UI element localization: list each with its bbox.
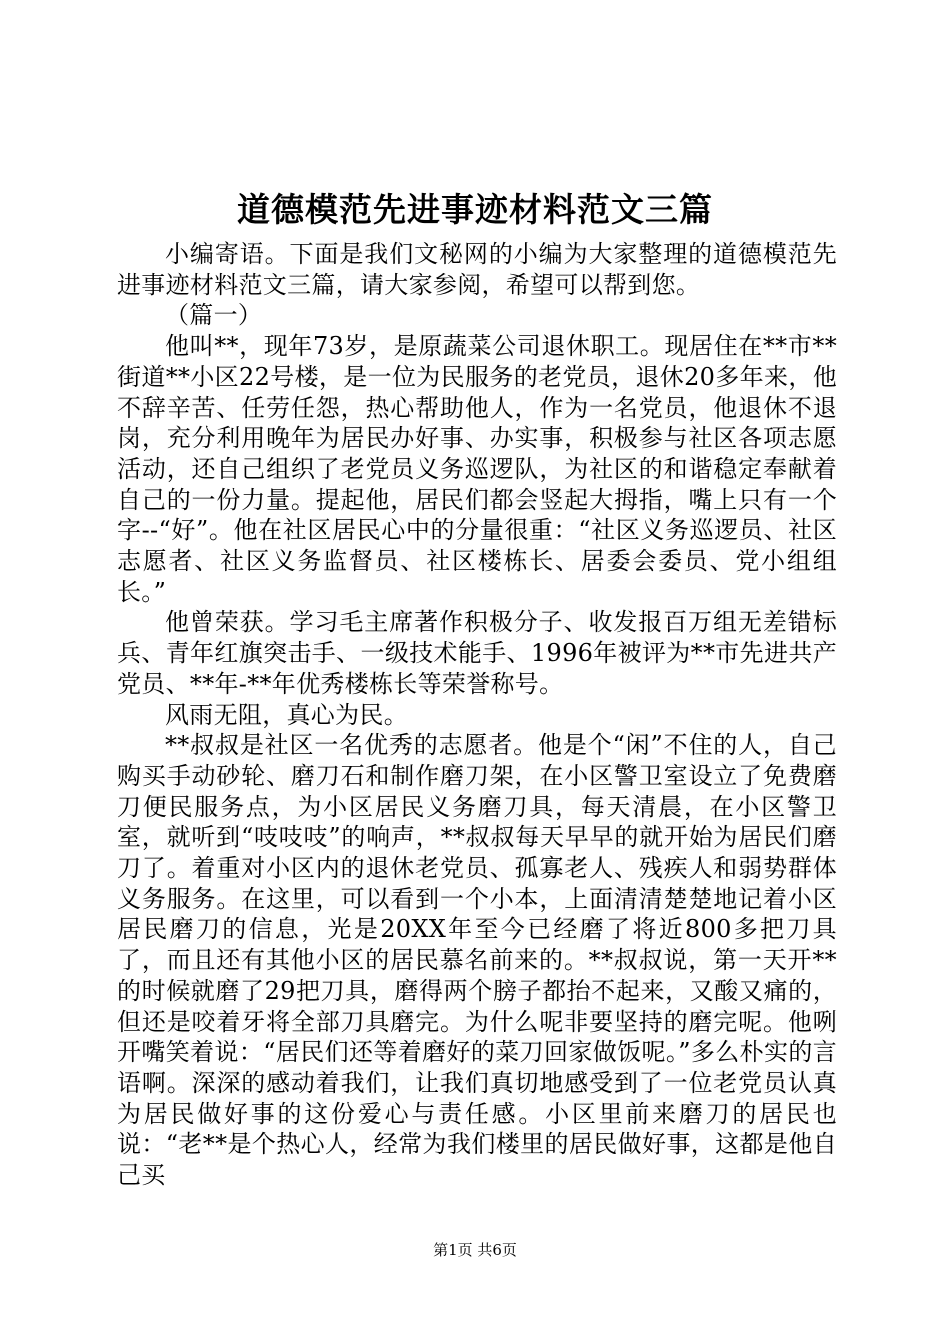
page-number-footer: 第1页 共6页 bbox=[433, 1241, 517, 1259]
paragraph-subheading: 风雨无阻，真心为民。 bbox=[165, 700, 408, 729]
paragraph-volunteer-story: **叔叔是社区一名优秀的志愿者。他是个“闲”不住的人，自己购买手动砂轮、磨刀石和制作磨刀架，在小区警卫室设立了免费磨刀便民服务点，为小区居民义务磨刀具，每天清晨，在小区警卫室，就听到“吱吱吱”的响声，**叔叔每天早早的就开始为居民们磨刀了。着重对小区内的退休老党员、孤寡老人、残疾人和弱势群体义务服务。在这里，可以看到一个小本，上面清清楚楚地记着小区居民磨刀的信息，光是20XX年至今已经磨了将近800多把刀具了，而且还有其他小区的居民慕名前来的。**叔叔说，第一天开**的时候就磨了29把刀具，磨得两个膀子都抬不起来，又酸又痛的，但还是咬着牙将全部刀具磨完。为什么呢非要坚持的磨完呢。他咧开嘴笑着说：“居民们还等着磨好的菜刀回家做饭呢。”多么朴实的言语啊。深深的感动着我们，让我们真切地感受到了一位老党员认真为居民做好事的这份爱心与责任感。小区里前来磨刀的居民也说：“老**是个热心人，经常为我们楼里的居民做好事，这都是他自己买 bbox=[117, 731, 837, 1190]
paragraph-section-heading: （篇一） bbox=[165, 301, 263, 330]
document-title: 道德模范先进事迹材料范文三篇 bbox=[237, 190, 713, 229]
document-body bbox=[117, 239, 837, 1191]
paragraph-profile: 他叫**，现年73岁，是原蔬菜公司退休职工。现居住在**市**街道**小区22号楼，是一位为民服务的老党员，退休20多年来，他不辞辛苦、任劳任怨，热心帮助他人，作为一名党员，他退休不退岗，充分利用晚年为居民办好事、办实事，积极参与社区各项志愿活动，还自己组织了老党员义务巡逻队，为社区的和谐稳定奉献着自己的一份力量。提起他，居民们都会竖起大拇指，嘴上只有一个字--“好”。他在社区居民心中的分量很重：“社区义务巡逻员、社区志愿者、社区义务监督员、社区楼栋长、居委会委员、党小组组长。” bbox=[117, 332, 837, 606]
paragraph-intro: 小编寄语。下面是我们文秘网的小编为大家整理的道德模范先进事迹材料范文三篇，请大家参阅，希望可以帮到您。 bbox=[117, 240, 837, 299]
paragraph-honors: 他曾荣获。学习毛主席著作积极分子、收发报百万组无差错标兵、青年红旗突击手、一级技术能手、1996年被评为**市先进共产党员、**年-**年优秀楼栋长等荣誉称号。 bbox=[117, 608, 837, 698]
